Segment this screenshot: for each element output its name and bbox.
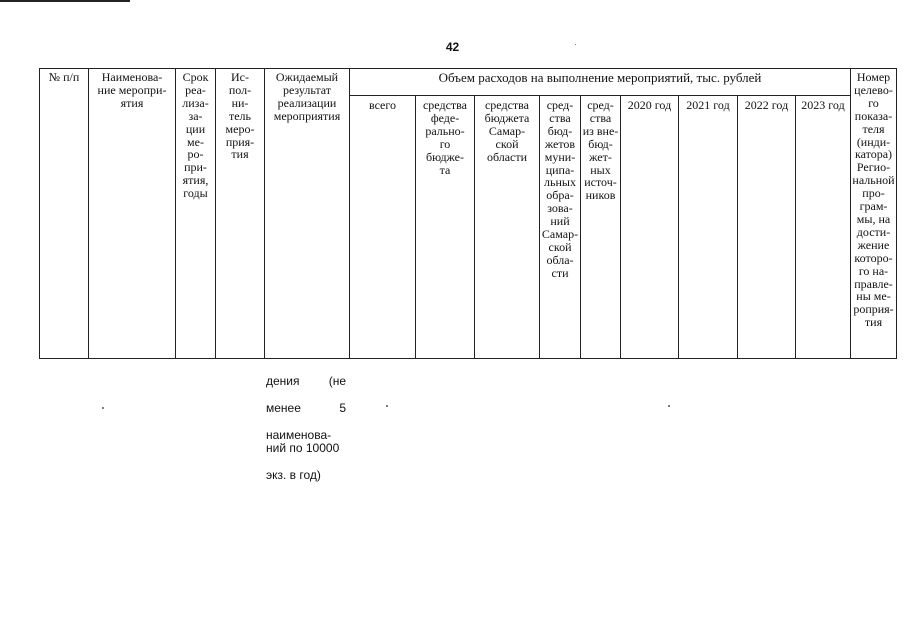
header-name: Наименова- ние меропри- ятия: [97, 70, 167, 110]
header-num: № п/п: [48, 70, 80, 84]
header-year-2022: 2022 год: [744, 98, 789, 112]
header-executor: Ис- пол- ни- тель меро- прия- тия: [225, 70, 255, 162]
header-year-2021: 2021 год: [686, 98, 730, 112]
header-municipal: сред- ства бюд- жетов муни- ципа- льных обра- зова- ний Самар- ской обла- сти: [541, 98, 579, 280]
scan-speck: [386, 405, 388, 407]
scan-speck: [668, 405, 670, 407]
continuation-line: дения (не: [266, 373, 346, 388]
result-continuation-text: [266, 361, 346, 483]
continuation-line: ний по 10000: [266, 441, 340, 455]
header-year-2023: 2023 год: [801, 98, 845, 112]
continuation-line: менее 5: [266, 400, 346, 415]
page-number: 42: [445, 40, 460, 54]
header-total: всего: [368, 98, 397, 112]
header-indicator: Номер целево- го показа- теля (инди- катора) Регио- нальной про- грам- мы, на дости- жение которо- го на- правле- ны ме- роприя- тия: [852, 70, 895, 330]
scan-speck: [102, 407, 104, 409]
scan-speck: [575, 44, 576, 45]
continuation-line: экз. в год): [266, 468, 321, 482]
header-regional: средства бюджета Самар- ской области: [484, 98, 530, 164]
header-federal: средства феде- рально- го бюдже- та: [422, 98, 467, 177]
header-expenses-title: Объем расходов на выполнение мероприятий, тыс. рублей: [438, 70, 762, 85]
header-year-2020: 2020 год: [627, 98, 672, 112]
continuation-line: наименова-: [266, 427, 332, 442]
header-extrabudget: сред- ства из вне- бюд- жет- ных источ- ников: [582, 98, 619, 203]
header-term: Срок реа- лиза- за- ции ме- ро- при- ятия, годы: [182, 70, 209, 201]
header-result: Ожидаемый результат реализации мероприятия: [273, 70, 341, 123]
